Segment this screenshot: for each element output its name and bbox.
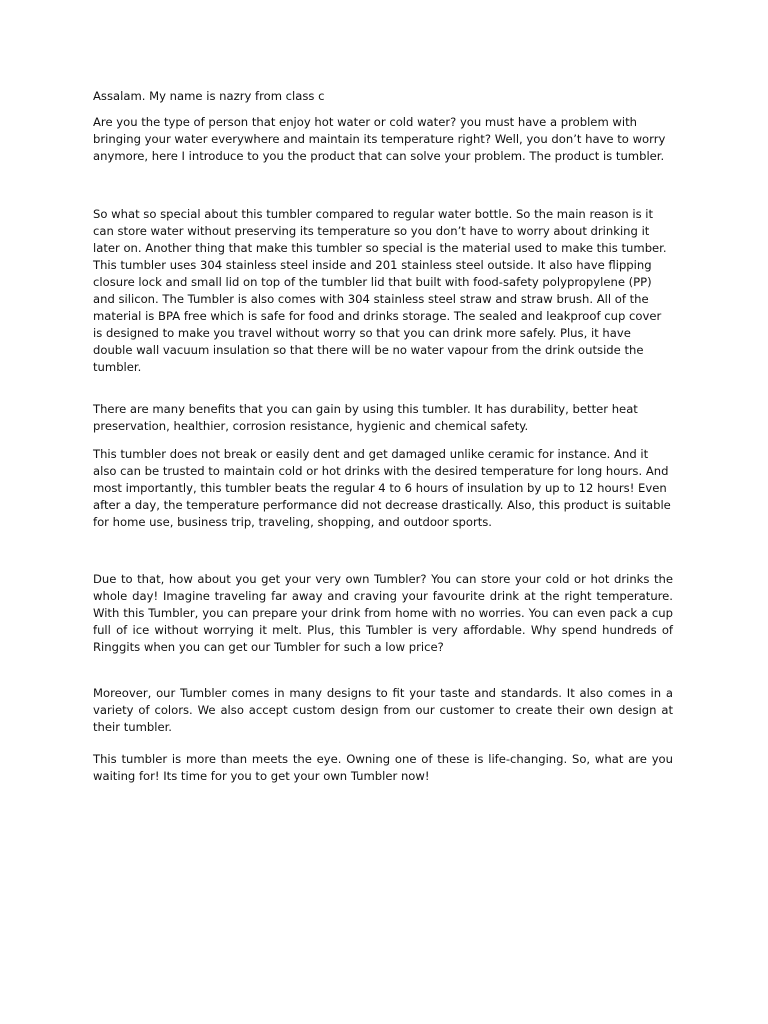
closing-paragraph: This tumbler is more than meets the eye. Owning one of these is life-changing. So, what are you waiting for! Its time for you to get your own Tumbler now! <box>93 752 673 783</box>
benefits-paragraph: There are many benefits that you can gain by using this tumbler. It has durability, better heat preservation, healthier, corrosion resistance, hygienic and chemical safety. <box>93 402 638 433</box>
call-to-action-paragraph: Due to that, how about you get your very own Tumbler? You can store your cold or hot drinks the whole day! Imagine traveling far away and craving your favourite drink at the right temperature. With this Tumbler, you can prepare your drink from home with no worries. You can even pack a cup full of ice without worrying it melt. Plus, this Tumbler is very affordable. Why spend hundreds of Ringgits when you can get our Tumbler for such a low price? <box>93 572 673 654</box>
greeting-line: Assalam. My name is nazry from class c <box>93 89 325 103</box>
designs-paragraph: Moreover, our Tumbler comes in many designs to fit your taste and standards. It also comes in a variety of colors. We also accept custom design from our customer to create their own design at their tumbler. <box>93 686 673 734</box>
intro-paragraph: Are you the type of person that enjoy hot water or cold water? you must have a problem with bringing your water everywhere and maintain its temperature right? Well, you don’t have to worry anymore, here I introduce to you the product that can solve your problem. The product is tumbler. <box>93 115 666 163</box>
durability-paragraph: This tumbler does not break or easily dent and get damaged unlike ceramic for instance. And it also can be trusted to maintain cold or hot drinks with the desired temperature for long hours. And most importantly, this tumbler beats the regular 4 to 6 hours of insulation by up to 12 hours! Even after a day, the temperature performance did not decrease drastically. Also, this product is suitable for home use, business trip, traveling, shopping, and outdoor sports. <box>93 447 671 529</box>
special-features-paragraph: So what so special about this tumbler compared to regular water bottle. So the main reason is it can store water without preserving its temperature so you don’t have to worry about drinking it later on. Another thing that make this tumbler so special is the material used to make this tumber. This tumbler uses 304 stainless steel inside and 201 stainless steel outside. It also have flipping closure lock and small lid on top of the tumbler lid that built with food-safety polypropylene (PP) and silicon. The Tumbler is also comes with 304 stainless steel straw and straw brush. All of the material is BPA free which is safe for food and drinks storage. The sealed and leakproof cup cover is designed to make you travel without worry so that you can drink more safely. Plus, it have double wall vacuum insulation so that there will be no water vapour from the drink outside the tumbler. <box>93 207 667 374</box>
